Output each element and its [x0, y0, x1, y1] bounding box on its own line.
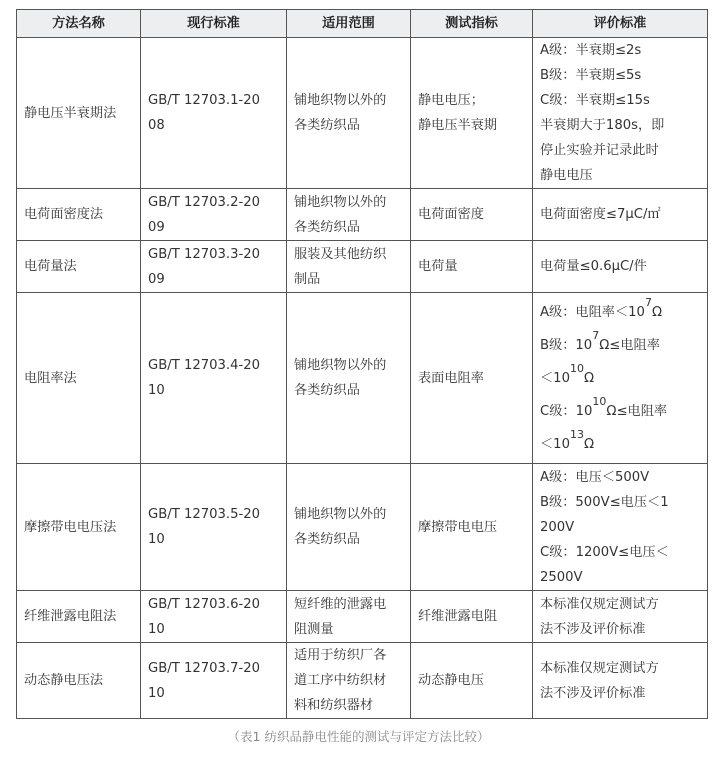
header-scope: 适用范围	[287, 10, 411, 38]
header-evaluation: 评价标准	[533, 10, 708, 38]
scope-cell: 铺地织物以外的 各类纺织品	[287, 293, 411, 464]
method-cell: 纤维泄露电阻法	[17, 591, 141, 643]
scope-cell: 适用于纺织厂各 道工序中纺织材 料和纺织器材	[287, 643, 411, 719]
table-row	[17, 241, 708, 293]
standards-table	[16, 9, 708, 719]
indicator-cell: 电荷量	[411, 241, 533, 293]
scope-cell: 短纤维的泄露电 阻测量	[287, 591, 411, 643]
evaluation-cell: 本标准仅规定测试方 法不涉及评价标准	[533, 591, 708, 643]
standard-cell: GB/T 12703.5-20 10	[141, 464, 287, 591]
table-row	[17, 293, 708, 464]
method-cell: 静电压半衰期法	[17, 38, 141, 189]
table-row	[17, 189, 708, 241]
header-indicator: 测试指标	[411, 10, 533, 38]
evaluation-cell: A级：电阻率$<10^7\Omega$ B级：$10^7\Omega\le$电阻率 $<10^{10}\Omega$ C级：$10^{10}\Omega\le$电阻率 $<10^{13}\Omega$	[533, 293, 708, 464]
standard-cell: GB/T 12703.7-20 10	[141, 643, 287, 719]
header-standard: 现行标准	[141, 10, 287, 38]
indicator-cell: 动态静电压	[411, 643, 533, 719]
method-cell: 动态静电压法	[17, 643, 141, 719]
evaluation-cell: A级：半衰期≤2s B级：半衰期≤5s C级：半衰期≤15s 半衰期大于180s，即 停止实验并记录此时 静电电压	[533, 38, 708, 189]
header-method: 方法名称	[17, 10, 141, 38]
standard-cell: GB/T 12703.6-20 10	[141, 591, 287, 643]
table-row	[17, 591, 708, 643]
indicator-cell: 静电电压； 静电压半衰期	[411, 38, 533, 189]
scope-cell: 铺地织物以外的 各类纺织品	[287, 189, 411, 241]
table-row	[17, 464, 708, 591]
indicator-cell: 表面电阻率	[411, 293, 533, 464]
evaluation-cell: A级：电压＜500V B级：500V≤电压＜1 200V C级：1200V≤电压＜ 2500V	[533, 464, 708, 591]
indicator-cell: 电荷面密度	[411, 189, 533, 241]
method-cell: 电荷面密度法	[17, 189, 141, 241]
scope-cell: 服装及其他纺织 制品	[287, 241, 411, 293]
standard-cell: GB/T 12703.3-20 09	[141, 241, 287, 293]
evaluation-cell: 本标准仅规定测试方 法不涉及评价标准	[533, 643, 708, 719]
evaluation-cell: 电荷面密度≤7μC/㎡	[533, 189, 708, 241]
table-row	[17, 643, 708, 719]
table-row	[17, 38, 708, 189]
standard-cell: GB/T 12703.1-20 08	[141, 38, 287, 189]
table-caption: （表1 纺织品静电性能的测试与评定方法比较）	[227, 729, 490, 744]
method-cell: 电荷量法	[17, 241, 141, 293]
standard-cell: GB/T 12703.2-20 09	[141, 189, 287, 241]
method-cell: 电阻率法	[17, 293, 141, 464]
standard-cell: GB/T 12703.4-20 10	[141, 293, 287, 464]
table-header-row	[17, 10, 708, 38]
method-cell: 摩擦带电电压法	[17, 464, 141, 591]
evaluation-cell: 电荷量≤0.6μC/件	[533, 241, 708, 293]
indicator-cell: 摩擦带电电压	[411, 464, 533, 591]
scope-cell: 铺地织物以外的 各类纺织品	[287, 464, 411, 591]
indicator-cell: 纤维泄露电阻	[411, 591, 533, 643]
scope-cell: 铺地织物以外的 各类纺织品	[287, 38, 411, 189]
